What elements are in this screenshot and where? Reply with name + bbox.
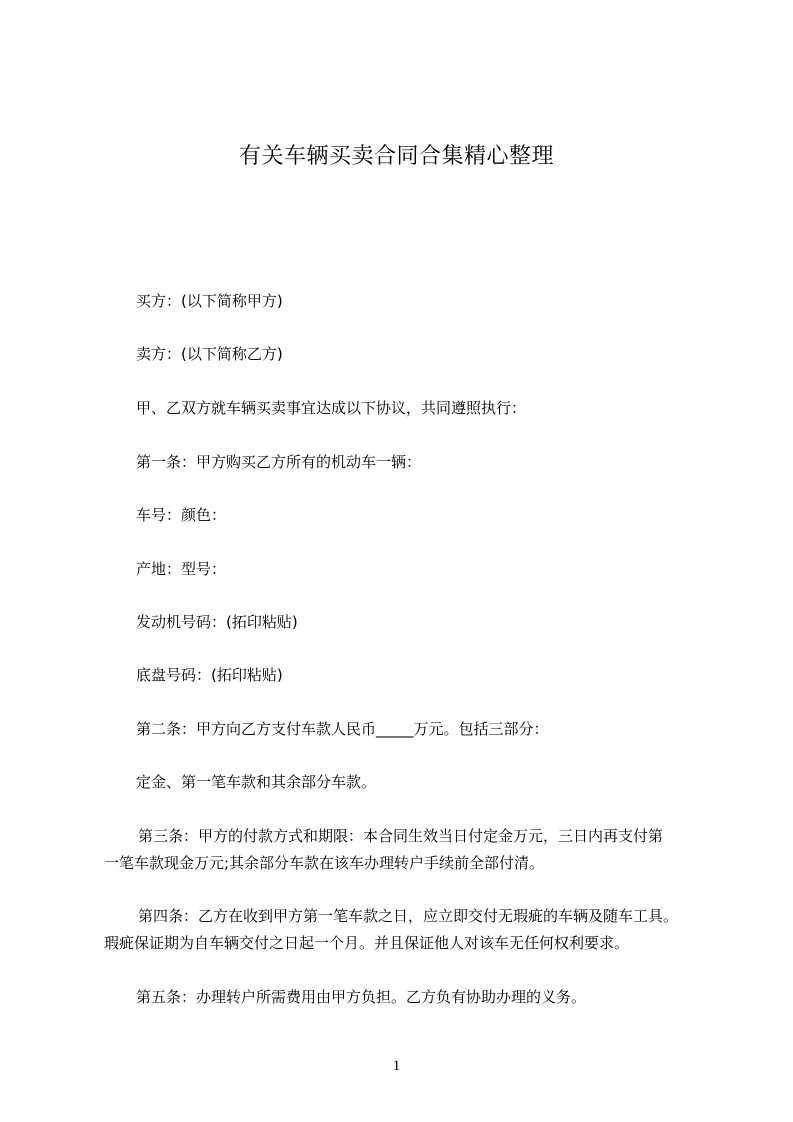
document-title: 有关车辆买卖合同合集精心整理 [238, 144, 554, 169]
article-4-line-1: 第四条：乙方在收到甲方第一笔车款之日，应立即交付无瑕疵的车辆及随车工具。 [138, 907, 679, 925]
page-number: 1 [392, 1058, 401, 1074]
plate-color-line: 车号：颜色： [136, 506, 227, 524]
origin-model-line: 产地：型号： [136, 560, 227, 578]
article-3-line-1: 第三条：甲方的付款方式和期限：本合同生效当日付定金万元，三日内再支付第 [138, 827, 664, 845]
article-2-parts: 定金、第一笔车款和其余部分车款。 [136, 773, 377, 791]
article-4-line-2: 瑕疵保证期为自车辆交付之日起一个月。并且保证他人对该车无任何权利要求。 [104, 934, 630, 952]
engine-number-line: 发动机号码：(拓印粘贴) [136, 613, 298, 631]
intro-paragraph: 甲、乙双方就车辆买卖事宜达成以下协议，共同遵照执行： [136, 399, 527, 417]
article-3-line-2: 一笔车款现金万元;其余部分车款在该车办理转户手续前全部付清。 [104, 854, 545, 872]
chassis-number-line: 底盘号码：(拓印粘贴) [136, 666, 283, 684]
buyer-line: 买方：(以下简称甲方) [136, 292, 283, 310]
article-5: 第五条：办理转户所需费用由甲方负担。乙方负有协助办理的义务。 [136, 988, 587, 1006]
article-1: 第一条：甲方购买乙方所有的机动车一辆： [136, 453, 422, 471]
seller-line: 卖方：(以下简称乙方) [136, 345, 283, 363]
article-2: 第二条：甲方向乙方支付车款人民币_____万元。包括三部分： [136, 720, 549, 738]
